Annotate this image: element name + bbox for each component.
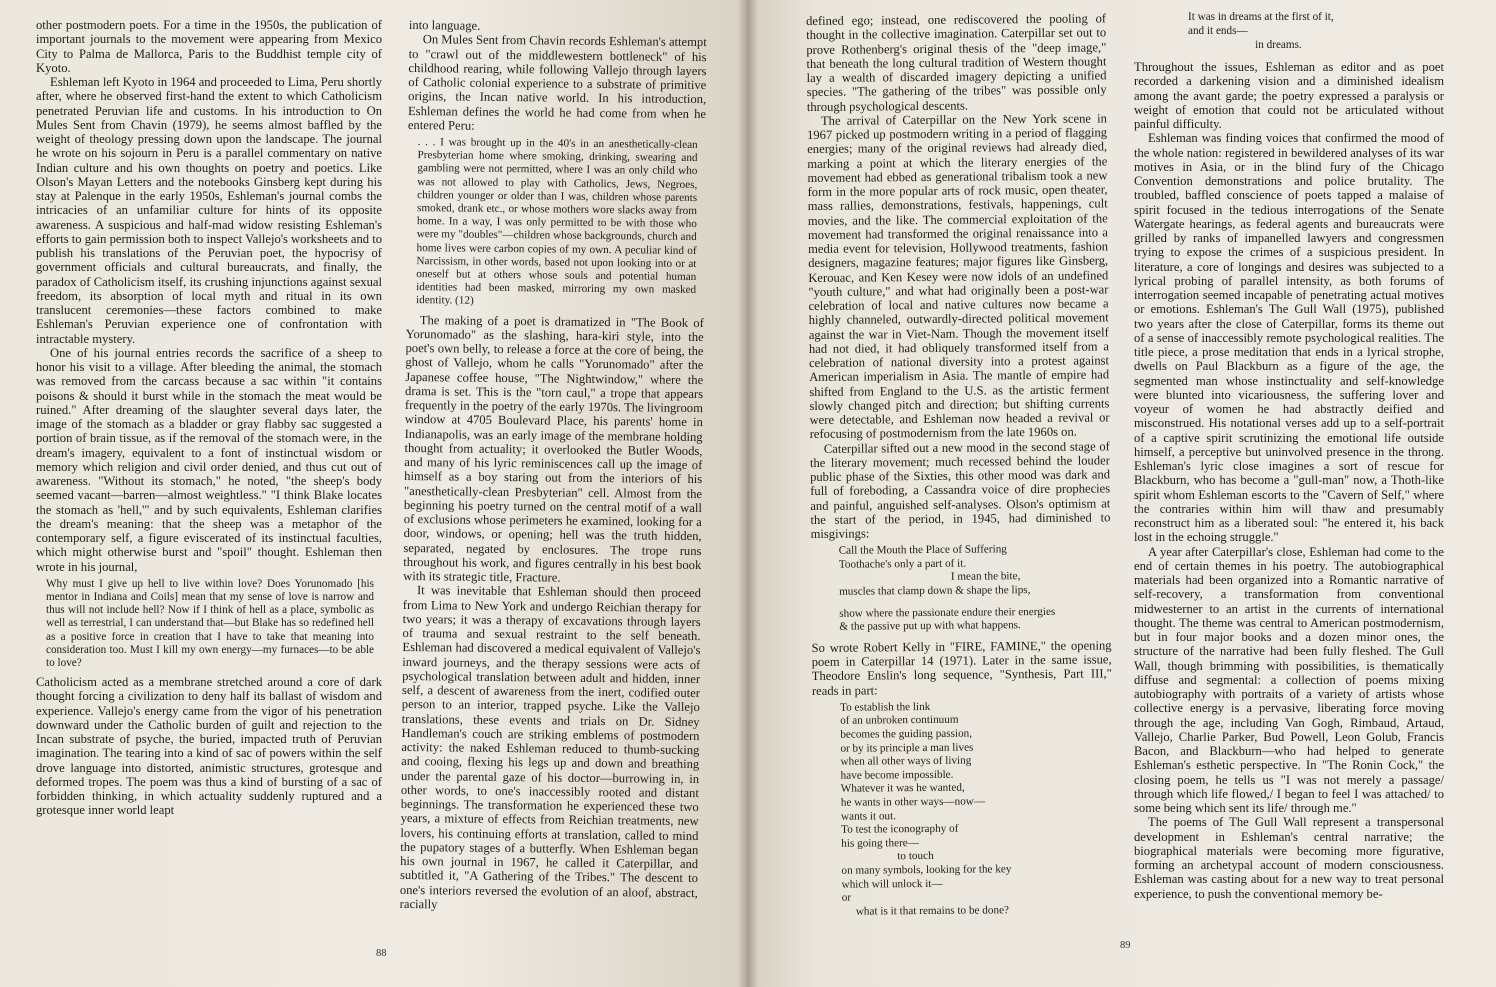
poem-line: and it ends— <box>1188 25 1248 37</box>
poem-line: Call the Mouth the Place of Suffering <box>838 543 1007 557</box>
poem-line: or by its principle a man lives <box>840 741 974 755</box>
book-gutter <box>738 0 758 987</box>
poem-line: have become impossible. <box>840 768 954 782</box>
poem-line: he wants in other ways—now— <box>840 795 986 809</box>
poem-line: Whatever it was he wanted, <box>840 782 965 796</box>
paragraph: The poems of The Gull Wall represent a transpersonal development in Eshleman's central narrative; the biographical materials were becoming more figurative, forming an archetypal account of modern consciousness. Eshleman was casting about for a new way to treat personal experience, to push the conventional memory be- <box>1134 815 1444 901</box>
block-quote <box>416 136 698 311</box>
poem-line: his going there— <box>841 836 919 850</box>
paragraph: The arrival of Caterpillar on the New York scene in 1967 picked up postmodern writing in a period of flagging energies; many of the original reviews had already died, marking a point at which the literary energies of the movement had ebbed as generational tribalism took a new form in the more popular arts of rock music, open theater, mass rallies, demonstrations, festivals, happenings, cult movies, and the like. The commercial exploitation of the movement had transformed the original renaissance into a media event for television, Hollywood treatments, fashion designers, magazine features; major figures like Ginsberg, Kerouac, and Ken Kesey were now idols of an undefined "youth culture," and what had originally been a post-war celebration of local and native cultures now became a highly channeled, outwardly-directed political movement against the war in Viet-Nam. Though the movement itself had not died, it had obliquely transformed itself from a celebration of national diversity into a protest against American imperialism in Asia. The mantle of empire had shifted from England to the U.S. as the artistic ferment slowly changed pitch and direction; but shifting currents were detectable, and Eshleman now headed a revival or refocusing of postmodernism from the late 1960s on. <box>806 111 1110 442</box>
paragraph: defined ego; instead, one rediscovered the pooling of thought in the collective imagination. Caterpillar set out to prove Rothenberg's original thesis of the "deep image," that beneath the long cultural tradition of Western thought lay a wealth of discarded imagery depicting a unified species. "The gathering of the tribes" was possible only through psychological descents. <box>806 11 1107 114</box>
paragraph: Caterpillar sifted out a new mood in the second stage of the literary movement; much recessed behind the louder public phase of the Sixties, this other mood was dark and full of foreboding, a Cassandra voice of dire prophecies and painful, anguished self-analyses. Olson's optimism at the start of the period, in 1945, had diminished to misgivings: <box>809 438 1111 541</box>
paragraph: Eshleman left Kyoto in 1964 and proceeded to Lima, Peru shortly after, where he observed first-hand the extent to which Catholicism penetrated Peruvian life and customs. In his introduction to On Mules Sent from Chavin (1979), he seems almost baffled by the weight of theology pressing down upon the landscape. The journal he wrote on his sojourn in Peru is a parallel commentary on native Indian culture and his own thoughts on poetry and poetics. Like Olson's Mayan Letters and the notebooks Ginsberg kept during his stay at Palenque in the early 1950s, Eshleman's journal combs the intricacies of an unfamiliar culture for hints of its opposite awareness. A suspicious and half-mad widow resisting Eshleman's efforts to gain permission both to inspect Vallejo's worksheets and to publish his translations of the Peruvian poet, the hypocrisy of government officials and cultural bureaucrats, and finally, the paradox of Catholicism itself, its crushing injunctions against sexual freedom, its absorption of local myth and ritual in its own translucent ceremonies—these factors combined to make Eshleman's Peruvian experience one of confrontation with intractable mystery. <box>36 75 382 346</box>
poem-line: To establish the link <box>840 700 931 714</box>
poem-line: wants it out. <box>840 809 897 823</box>
poem-line: I mean the bite, <box>838 570 1021 585</box>
poem-line: of an unbroken continuum <box>840 714 959 728</box>
poem-line: to touch <box>841 850 934 864</box>
paragraph: other postmodern poets. For a time in the 1950s, the publication of important journals to the movement were appearing from Mexico City to Palma de Mallorca, Paris to the Buddhist temple city of Kyoto. <box>36 18 382 75</box>
left-column <box>806 11 1114 934</box>
paragraph: The making of a poet is dramatized in "The Book of Yorunomado" as the slashing, hara-kiri style, into the poet's own belly, to release a force at the core of being, the ghost of Vallejo, whom he calls "Yorunomado" after the Japanese coffee house, "The Nightwindow," where the drama is set. This is the "torn caul," a trope that appears frequently in the poetry of the early 1970s. The livingroom window at 4705 Boulevard Place, his parents' home in Indianapolis, was an early image of the membrane holding thought from actuality; it overlooked the Butler Woods, and many of his lyric reminiscences call up the image of himself as a boy staring out from the interiors of his "anesthetically-clean Presbyterian" cell. Almost from the beginning his poetry turned on the central motif of a wall of exclusions whose perimeters he examined, looking for a door, windows, or opening; hell was the truth hidden, separated, negated by enclosures. The trope runs throughout his work, and figures centrally in his best book with its strategic title, Fracture. <box>403 312 704 585</box>
paragraph: One of his journal entries records the sacrifice of a sheep to honor his visit to a village. After bleeding the animal, the stomach was removed from the carcass because a sac within "it contains poisons & should it burst while in the stomach the meat would be ruined." After dreaming of the slaughter several days later, the image of the stomach as a bladder or gray flabby sac suggested a portion of brain tissue, as if the removal of the stomach were, in the dream's imagery, equivalent to a font of instinctual wisdom or memory which religion and civil order denied, and thus cut out of awareness. "Without its stomach," he noted, "the sheep's body seemed vacant—barren—almost weightless." "I think Blake locates the stomach as 'hell,'" and by such equivalents, Eshleman clarifies the dream's meaning: that the sheep was a metaphor of the contemporary self, a figure eviscerated of its instinctual faculties, which might otherwise burst and "spoil" thought. Eshleman then wrote in his journal, <box>36 345 382 574</box>
paragraph: Eshleman was finding voices that confirmed the mood of the whole nation: registered in bewildered analyses of its war motives in Asia, or in the blind fury of the Chicago Convention demonstrations and police brutality. The troubled, baffled conscience of poets tapped a malaise of spirit focused in the tedious interrogations of the Senate Watergate hearings, as federal agents and bureaucrats were grilled by ranks of impanelled lawyers and congressmen trying to expose the crimes of a suspicious president. In literature, a core of longings and desires was subjected to a lyrical probing of parallel intensity, as both forums of interrogation seemed incapable of penetrating actual motives or emotions. Eshleman's The Gull Wall (1975), published two years after the close of Caterpillar, forms its theme out of a sense of inaccessibly remote psychological realities. The title piece, a prose meditation that ends in a lyrical strophe, dwells on Paul Blackburn as a figure of the age, the segmented man whose instinctuality and self-knowledge were blunted into vicariousness, the suffering lover and voyeur of women he had abstractly deified and misconstrued. His notational verses add up to a self-portrait of a captive spirit scrutinizing the emotional life outside himself, a perceptive but uninvolved presence in the throng. Eshleman's lyric close imagines a sort of rescue for Blackburn, who has become a "gull-man" now, a Thoth-like spirit whom Eshleman escorts to the "Cavern of Self," where the contraries within him will thaw and presumably reconstruct him as a liberated soul: "he entered it, his back lost in the echoing struggle." <box>1134 131 1444 545</box>
poem-line: or <box>841 891 852 904</box>
poem-quote-olson <box>839 543 1112 635</box>
poem-line: muscles that clamp down & shape the lips, <box>838 584 1031 598</box>
poem-line: which will unlock it— <box>841 877 943 891</box>
poem-line: show where the passionate endure their energies <box>839 605 1056 620</box>
poem-line: To test the iconography of <box>841 822 959 836</box>
page-number: 89 <box>1120 940 1131 951</box>
block-quote <box>46 578 374 670</box>
block-quote-text: Why must I give up hell to live within love? Does Yorunomado [his mentor in Indiana and Coils] mean that my sense of love is narrow and thus will not include hell? Now if I think of hell as a place, symbolic as well as terrestrial, I can understand that—but Blake has so redefined hell as a positive force in creation that I have to take that meaning into consideration too. Must I kill my own energy—my furnaces—to be able to love? <box>46 577 374 669</box>
paragraph: It was inevitable that Eshleman should then proceed from Lima to New York and undergo Reichian therapy for two years; it was a therapy of excavations through layers of trauma and sexual restraint to the self beneath. Eshleman had discovered a medical equivalent of Vallejo's inward journeys, and the therapy sessions were acts of psychological translation between adult and hidden, inner self, a descent of awareness from the inert, codified outer person to an interior, trapped psyche. Like the Vallejo translations, these events and trials on Dr. Sidney Handleman's couch are striking emblems of postmodern activity: the naked Eshleman reduced to thumb-sucking and cooing, flexing his legs up and down and breathing under the parental gaze of his doctor—burrowing in, in other words, to one's inaccessibly rooted and distant beginnings. The transformation he experienced these two years, a mixture of effects from Reichian treatments, new lovers, his continuing efforts at translation, called to mind the pupatory stages of a butterfly. When Eshleman began his own journal in 1967, he called it Caterpillar, and subtitled it, "A Gathering of the Tribes." The descent to one's interiors reversed the evolution of an aloof, abstract, racially <box>399 583 702 912</box>
right-column <box>399 18 707 941</box>
poem-quote-top <box>1188 10 1444 52</box>
paragraph: Catholicism acted as a membrane stretched around a core of dark thought forcing a civilization to deny half its ballast of wisdom and experience. Vallejo's energy came from the vigor of his penetration downward under the Catholic burden of guilt and rejection to the Incan substrate of psyche, the buried, impacted truth of Peruvian imagination. The tearing into a kind of sac of powers within the self drove language into distorted, animistic structures, grotesque and deformed tropes. The poem was thus a kind of bursting of a sac of forbidden thinking, in which actuality suddenly ruptured and a grotesque inner world leapt <box>36 675 382 818</box>
page-number: 88 <box>376 948 387 959</box>
paragraph: So wrote Robert Kelly in "FIRE, FAMINE," the opening poem in Caterpillar 14 (1971). Later in the same issue, Theodore Enslin's long sequence, "Synthesis, Part III," reads in part: <box>811 638 1112 698</box>
right-column <box>1134 10 1444 935</box>
poem-quote-enslin <box>840 699 1114 919</box>
block-quote-text: . . . I was brought up in the 40's in an anesthetically-clean Presbyterian home where smoking, drinking, swearing and gambling were not permitted, where I was an only child who was not allowed to play with Catholics, Jews, Negroes, children younger or older than I was, children whose parents smoked, drank etc., or whose mothers wore slacks away from home. In a way, I was only permitted to be with those who were my "doubles"—children whose backgrounds, church and home lives were carbon copies of my own. A peculiar kind of Narcissism, in other words, based not upon looking into or at oneself but at others whose souls and potential human identities had been masked, mirroring my own masked identity. (12) <box>415 136 698 308</box>
poem-line: when all other ways of living <box>840 754 972 768</box>
paragraph: A year after Caterpillar's close, Eshleman had come to the end of certain themes in his poetry. The autobiographical materials had been organized into a Romantic narrative of self-recovery, a transformation from conventional midwesterner to an artist in the currents of international thought. The theme was central to American postmodernism, but in four major books and a dozen minor ones, the structure of the narrative had been fully fleshed. The Gull Wall, though brimming with possibilities, is thematically diffuse and segmental: a collection of poems mixing autobiography with portraits of a variety of artists whose collective energy is a pervasive, liberating force moving through the age, including Van Gogh, Rimbaud, Artaud, Vallejo, Charlie Parker, Bud Powell, Leon Golub, Francis Bacon, and Blackburn—who had helped to generate Eshleman's esthetic perspective. In "The Ronin Cock," the closing poem, he tells us "I was not merely a passage/ through which life flowed,/ I began to feel I was attached/ to some being which sent its life/ through me." <box>1134 544 1444 815</box>
paragraph: On Mules Sent from Chavin records Eshleman's attempt to "crawl out of the middlewestern bottleneck" of his childhood rearing, while following Vallejo through layers of Catholic colonial experience to a substrate of primitive origins, the Incan native world. In his introduction, Eshleman defines the world he had come from when he entered Peru: <box>407 32 707 133</box>
right-page <box>748 0 1496 987</box>
poem-line: & the passive put up with what happens. <box>839 619 1021 633</box>
poem-line: in dreams. <box>1188 39 1302 51</box>
left-column <box>36 18 382 938</box>
poem-line: what is it that remains to be done? <box>841 903 1010 918</box>
paragraph: Throughout the issues, Eshleman as editor and as poet recorded a darkening vision and a diminished idealism among the avant garde; the poetry expressed a paralysis or weight of emotion that could not be articulated without painful difficulty. <box>1134 60 1444 131</box>
poem-line: on many symbols, looking for the key <box>841 863 1012 877</box>
poem-line: becomes the guiding passion, <box>840 727 973 741</box>
poem-line: It was in dreams at the first of it, <box>1188 11 1334 23</box>
paragraph: into language. <box>408 18 481 33</box>
poem-line: Toothache's only a part of it. <box>838 557 967 571</box>
